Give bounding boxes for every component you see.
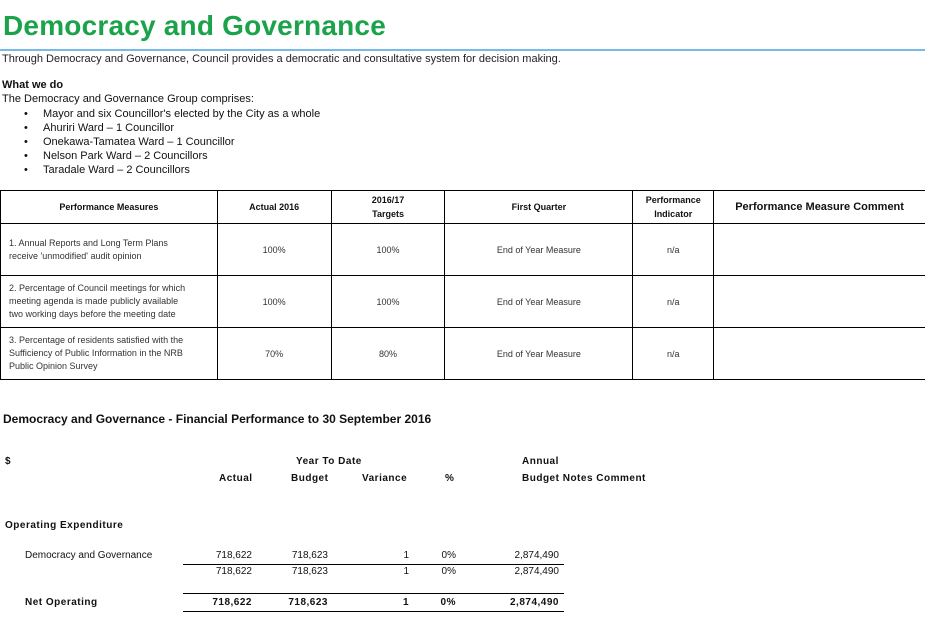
measure-cell: 3. Percentage of residents satisfied with the Sufficiency of Public Information in the NRB Public Opinion Survey xyxy=(1,328,218,380)
variance-col-header: Variance xyxy=(362,473,408,484)
bullet-icon: • xyxy=(24,122,28,134)
what-we-do-heading: What we do xyxy=(2,79,64,91)
comment-cell xyxy=(714,224,925,276)
row-label: Democracy and Governance xyxy=(25,550,153,561)
col-header: First Quarter xyxy=(445,191,633,224)
ward-list xyxy=(0,107,320,177)
table-row xyxy=(1,328,925,380)
subtotal-variance: 1 xyxy=(403,566,409,577)
page-title: Democracy and Governance xyxy=(3,10,386,41)
section-heading: Operating Expenditure xyxy=(5,520,124,531)
bullet-icon: • xyxy=(24,150,28,162)
actual-value: 718,622 xyxy=(215,550,252,561)
net-variance: 1 xyxy=(402,597,409,608)
quarter-cell: End of Year Measure xyxy=(445,224,633,276)
annual-label: Annual xyxy=(522,456,559,467)
list-item: • Nelson Park Ward – 2 Councillors xyxy=(24,150,208,162)
target-cell: 100% xyxy=(331,224,445,276)
subtotal-budget: 718,623 xyxy=(291,566,328,577)
actual-col-header: Actual xyxy=(219,473,253,484)
indicator-cell: n/a xyxy=(633,328,714,380)
pct-value: 0% xyxy=(441,550,456,561)
pct-col-header: % xyxy=(445,473,455,484)
table-header-row xyxy=(1,191,925,224)
subtotal-pct: 0% xyxy=(441,566,456,577)
bullet-icon: • xyxy=(24,136,28,148)
ytd-label: Year To Date xyxy=(296,456,362,467)
what-we-do-lead: The Democracy and Governance Group comprises: xyxy=(2,93,254,105)
title-divider xyxy=(0,49,925,51)
list-item: • Onekawa-Tamatea Ward – 1 Councillor xyxy=(24,136,235,148)
net-label: Net Operating xyxy=(25,597,98,608)
subtotal-rule xyxy=(183,564,564,565)
net-top-rule xyxy=(183,593,564,594)
col-header: Actual 2016 xyxy=(217,191,331,224)
comment-cell xyxy=(714,276,925,328)
subtotal-actual: 718,622 xyxy=(215,566,252,577)
table-row xyxy=(1,276,925,328)
annual-value: 2,874,490 xyxy=(514,550,559,561)
net-bottom-rule xyxy=(183,611,564,612)
net-actual: 718,622 xyxy=(212,597,252,608)
target-cell: 80% xyxy=(331,328,445,380)
currency-label: $ xyxy=(5,456,12,467)
actual-cell: 100% xyxy=(217,224,331,276)
annual-budget-header: Budget Notes Comment xyxy=(522,473,646,484)
net-budget: 718,623 xyxy=(288,597,328,608)
list-item: • Taradale Ward – 2 Councillors xyxy=(24,164,190,176)
target-cell: 100% xyxy=(331,276,445,328)
indicator-cell: n/a xyxy=(633,276,714,328)
measure-cell: 1. Annual Reports and Long Term Plans receive 'unmodified' audit opinion xyxy=(1,224,218,276)
performance-table xyxy=(0,190,925,380)
quarter-cell: End of Year Measure xyxy=(445,276,633,328)
col-header: 2016/17 Targets xyxy=(331,191,445,224)
net-annual: 2,874,490 xyxy=(510,597,559,608)
indicator-cell: n/a xyxy=(633,224,714,276)
financial-title: Democracy and Governance - Financial Performance to 30 September 2016 xyxy=(3,412,432,426)
table-row xyxy=(1,224,925,276)
col-header: Performance Indicator xyxy=(633,191,714,224)
actual-cell: 70% xyxy=(217,328,331,380)
comment-cell xyxy=(714,328,925,380)
quarter-cell: End of Year Measure xyxy=(445,328,633,380)
bullet-icon: • xyxy=(24,164,28,176)
list-item: • Mayor and six Councillor's elected by the City as a whole xyxy=(24,108,321,120)
net-pct: 0% xyxy=(440,597,456,608)
subtotal-annual: 2,874,490 xyxy=(514,566,559,577)
budget-value: 718,623 xyxy=(291,550,328,561)
measure-cell: 2. Percentage of Council meetings for which meeting agenda is made publicly available two working days before the meeting date xyxy=(1,276,218,328)
variance-value: 1 xyxy=(403,550,409,561)
col-header: Performance Measures xyxy=(1,191,218,224)
list-item: • Ahuriri Ward – 1 Councillor xyxy=(24,122,175,134)
bullet-icon: • xyxy=(24,108,28,120)
actual-cell: 100% xyxy=(217,276,331,328)
budget-col-header: Budget xyxy=(291,473,329,484)
intro-text: Through Democracy and Governance, Council provides a democratic and consultative system for decision making. xyxy=(2,53,561,65)
col-header: Performance Measure Comment xyxy=(714,191,925,224)
